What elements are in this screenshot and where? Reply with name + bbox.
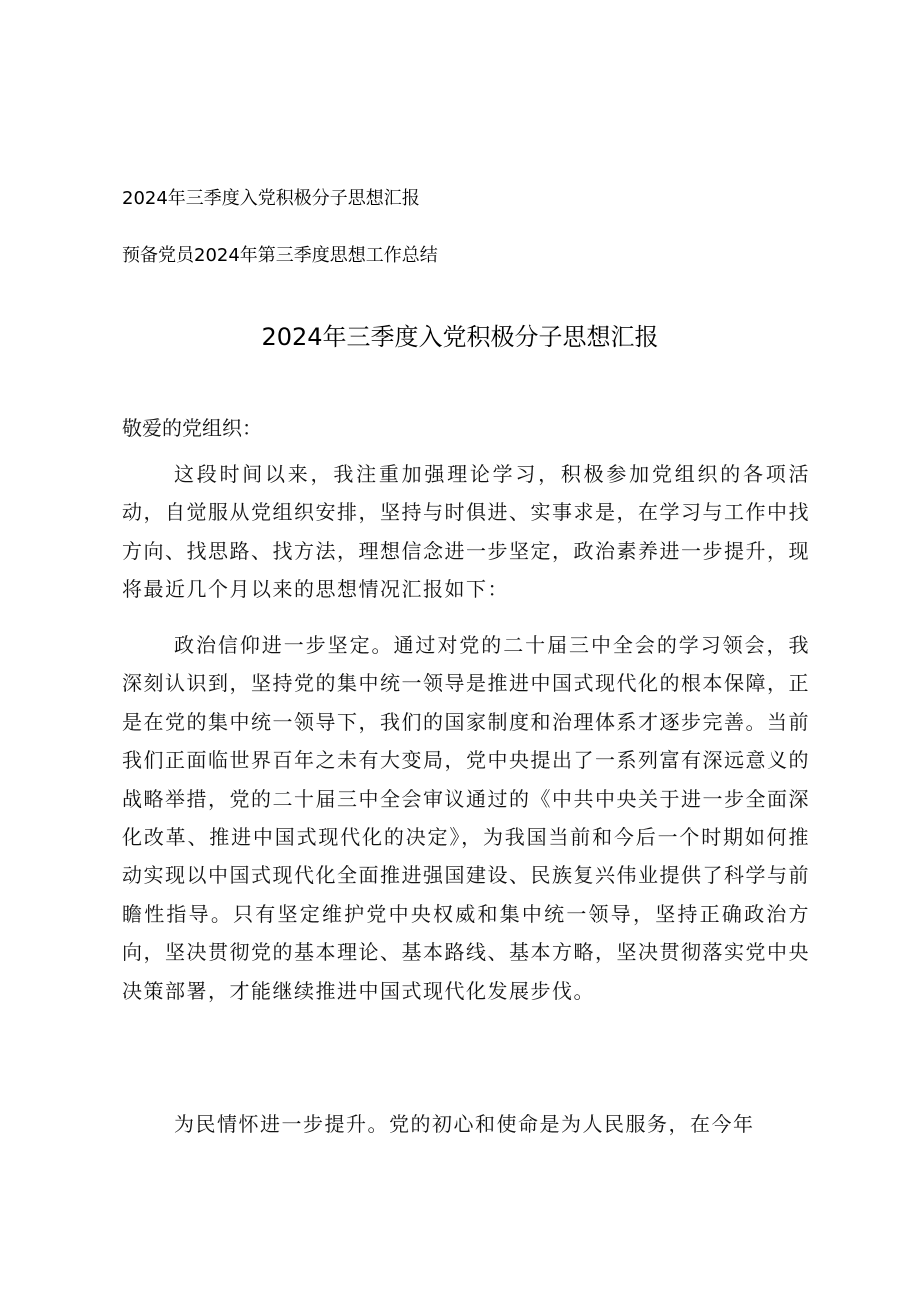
- salutation: 敬爱的党组织：: [122, 416, 262, 440]
- body-paragraph-political-belief: 政治信仰进一步坚定。通过对党的二十届三中全会的学习领会，我深刻认识到，坚持党的集中统一领导是推进中国式现代化的根本保障，正是在党的集中统一领导下，我们的国家制度和治理体系才逐步完善。当前我们正面临世界百年之未有大变局，党中央提出了一系列富有深远意义的战略举措，党的二十届三中全会审议通过的《中共中央关于进一步全面深化改革、推进中国式现代化的决定》，为我国当前和今后一个时期如何推动实现以中国式现代化全面推进强国建设、民族复兴伟业提供了科学与前瞻性指导。只有坚定维护党中央权威和集中统一领导，坚持正确政治方向，坚决贯彻党的基本理论、基本路线、基本方略，坚决贯彻落实党中央决策部署，才能继续推进中国式现代化发展步伐。: [122, 633, 810, 1003]
- toc-item-thought-report[interactable]: 2024年三季度入党积极分子思想汇报: [122, 188, 420, 209]
- toc-item-work-summary[interactable]: 预备党员2024年第三季度思想工作总结: [122, 245, 438, 266]
- document-title: 2024年三季度入党积极分子思想汇报: [261, 323, 659, 351]
- body-paragraph-intro: 这段时间以来，我注重加强理论学习，积极参加党组织的各项活动，自觉服从党组织安排，坚持与时俱进、实事求是，在学习与工作中找方向、找思路、找方法，理想信念进一步坚定，政治素养进一步提升，现将最近几个月以来的思想情况汇报如下：: [122, 462, 810, 602]
- body-paragraph-people-sentiment: 为民情怀进一步提升。党的初心和使命是为人民服务，在今年: [174, 1112, 755, 1136]
